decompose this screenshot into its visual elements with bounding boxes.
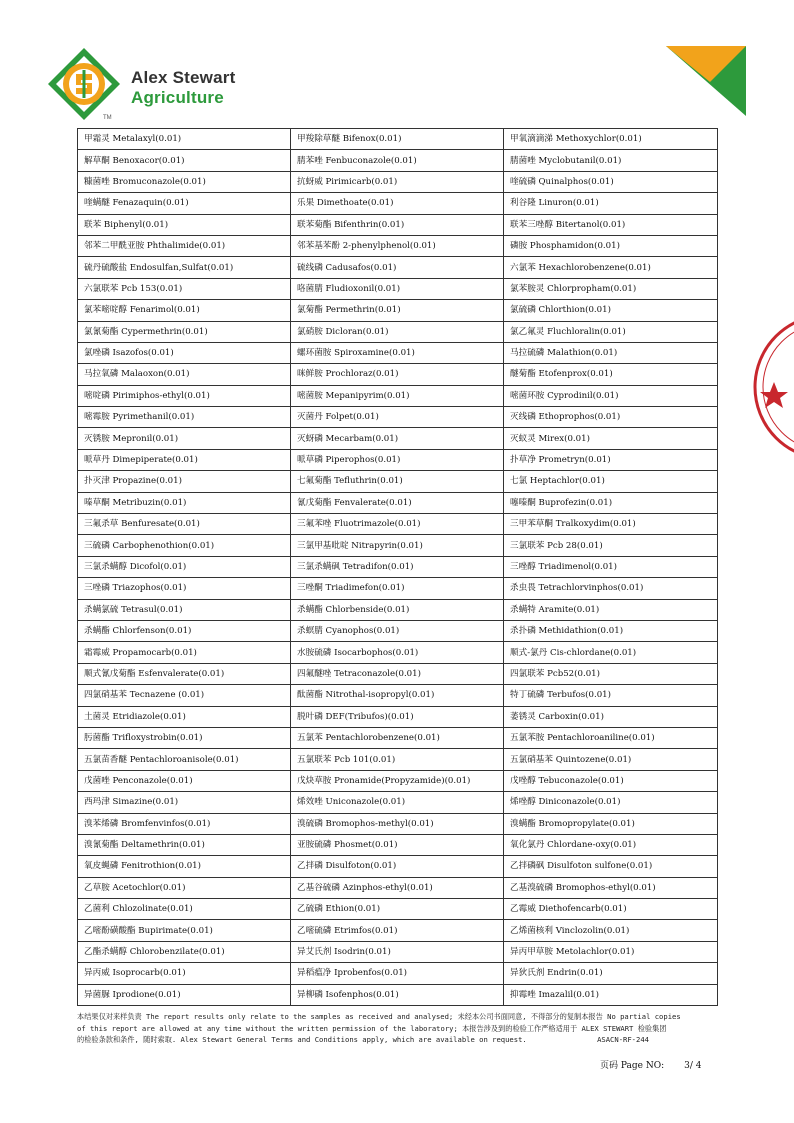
trademark-mark: TM: [103, 115, 112, 121]
analyte-cell: 扑灭津 Propazine(0.01): [78, 471, 291, 492]
analyte-cell: 六氯联苯 Pcb 153(0.01): [78, 278, 291, 299]
brand-name-line1: Alex Stewart: [131, 68, 236, 87]
table-row: [78, 278, 718, 299]
table-row: [78, 471, 718, 492]
analyte-cell: 萎锈灵 Carboxin(0.01): [504, 706, 718, 727]
table-row: [78, 235, 718, 256]
analyte-cell: 氧化氯丹 Chlordane-oxy(0.01): [504, 834, 718, 855]
analyte-cell: 氯硝胺 Dicloran(0.01): [291, 321, 504, 342]
table-row: [78, 920, 718, 941]
analyte-cell: 邻苯基苯酚 2-phenylphenol(0.01): [291, 235, 504, 256]
analyte-cell: 嗪草酮 Metribuzin(0.01): [78, 492, 291, 513]
analyte-cell: 嘧菌胺 Mepanipyrim(0.01): [291, 385, 504, 406]
analyte-cell: 三氟苯唑 Fluotrimazole(0.01): [291, 514, 504, 535]
analyte-cell: 氯氰菊酯 Cypermethrin(0.01): [78, 321, 291, 342]
analyte-cell: 脱叶磷 DEF(Tribufos)(0.01): [291, 706, 504, 727]
table-row: [78, 407, 718, 428]
analyte-cell: 灭锈胺 Mepronil(0.01): [78, 428, 291, 449]
pesticide-results-table: [77, 128, 718, 1006]
analyte-cell: 三氯联苯 Pcb 28(0.01): [504, 535, 718, 556]
analyte-cell: 五氯联苯 Pcb 101(0.01): [291, 749, 504, 770]
analyte-cell: 三氟杀草 Benfuresate(0.01): [78, 514, 291, 535]
analyte-cell: 四氟醚唑 Tetraconazole(0.01): [291, 663, 504, 684]
analyte-cell: 灭线磷 Ethoprophos(0.01): [504, 407, 718, 428]
analyte-cell: 解草酮 Benoxacor(0.01): [78, 150, 291, 171]
analyte-cell: 异稻瘟净 Iprobenfos(0.01): [291, 963, 504, 984]
analyte-cell: 氯菊酯 Permethrin(0.01): [291, 300, 504, 321]
analyte-cell: 甲霜灵 Metalaxyl(0.01): [78, 129, 291, 150]
analyte-cell: 氯苯嘧啶醇 Fenarimol(0.01): [78, 300, 291, 321]
page-number: 3/ 4: [684, 1061, 702, 1071]
analyte-cell: 五氯苯胺 Pentachloroaniline(0.01): [504, 727, 718, 748]
table-row: [78, 856, 718, 877]
table-row: [78, 150, 718, 171]
analyte-cell: 腈菌唑 Myclobutanil(0.01): [504, 150, 718, 171]
analyte-cell: 五氯苗香醚 Pentachloroanisole(0.01): [78, 749, 291, 770]
table-row: [78, 941, 718, 962]
analyte-cell: 异艾氏剂 Isodrin(0.01): [291, 941, 504, 962]
disclaimer-line: 本结果仅对来样负责 The report results only relate to the samples as received and analysed; 未经本公司书面同意, 不得部分的复制本报告 No partial copies: [77, 1012, 681, 1021]
table-row: [78, 300, 718, 321]
disclaimer-line: of this report are allowed at any time without the written permission of the laboratory; 本报告涉及到的检验工作严格适用于 ALEX STEWART 检验集团: [77, 1023, 667, 1033]
analyte-cell: 乙硫磷 Ethion(0.01): [291, 899, 504, 920]
analyte-cell: 异丙甲草胺 Metolachlor(0.01): [504, 941, 718, 962]
analyte-cell: 嘧菌环胺 Cyprodinil(0.01): [504, 385, 718, 406]
analyte-cell: 腈苯唑 Fenbuconazole(0.01): [291, 150, 504, 171]
table-row: [78, 514, 718, 535]
analyte-cell: 硫线磷 Cadusafos(0.01): [291, 257, 504, 278]
analyte-cell: 三唑酮 Triadimefon(0.01): [291, 578, 504, 599]
table-row: [78, 749, 718, 770]
table-row: [78, 642, 718, 663]
analyte-cell: 西玛津 Simazine(0.01): [78, 792, 291, 813]
analyte-cell: 扑草净 Prometryn(0.01): [504, 449, 718, 470]
analyte-cell: 氧皮蝇磷 Fenitrothion(0.01): [78, 856, 291, 877]
analyte-cell: 灭菌丹 Folpet(0.01): [291, 407, 504, 428]
analyte-cell: 戊炔草胺 Pronamide(Propyzamide)(0.01): [291, 770, 504, 791]
analyte-cell: 氯唑磷 Isazofos(0.01): [78, 342, 291, 363]
analyte-cell: 四氯联苯 Pcb52(0.01): [504, 663, 718, 684]
analyte-cell: 灭蚜磷 Mecarbam(0.01): [291, 428, 504, 449]
analyte-cell: 七氯 Heptachlor(0.01): [504, 471, 718, 492]
table-row: [78, 428, 718, 449]
form-code: ASACN-RF-244: [597, 1035, 649, 1045]
analyte-cell: 三氯甲基吡啶 Nitrapyrin(0.01): [291, 535, 504, 556]
analyte-cell: 甲羧除草醚 Bifenox(0.01): [291, 129, 504, 150]
analyte-cell: 噻嗪酮 Buprofezin(0.01): [504, 492, 718, 513]
analyte-cell: 杀螨氯硫 Tetrasul(0.01): [78, 599, 291, 620]
analyte-cell: 咯菌腈 Fludioxonil(0.01): [291, 278, 504, 299]
analyte-cell: 五氯苯 Pentachlorobenzene(0.01): [291, 727, 504, 748]
analyte-cell: 溴螨酯 Bromopropylate(0.01): [504, 813, 718, 834]
analyte-cell: 糠菌唑 Bromuconazole(0.01): [78, 171, 291, 192]
analyte-cell: 三硫磷 Carbophenothion(0.01): [78, 535, 291, 556]
analyte-cell: 乙嘧硫磷 Etrimfos(0.01): [291, 920, 504, 941]
table-row: [78, 834, 718, 855]
analyte-cell: 水胺硫磷 Isocarbophos(0.01): [291, 642, 504, 663]
analyte-cell: 三氯杀螨砜 Tetradifon(0.01): [291, 556, 504, 577]
analyte-cell: 乙酯杀螨醇 Chlorobenzilate(0.01): [78, 941, 291, 962]
table-row: [78, 578, 718, 599]
analyte-cell: 喹硫磷 Quinalphos(0.01): [504, 171, 718, 192]
analyte-cell: 顺式氰戊菊酯 Esfenvalerate(0.01): [78, 663, 291, 684]
analyte-cell: 马拉氧磷 Malaoxon(0.01): [78, 364, 291, 385]
table-row: [78, 963, 718, 984]
analyte-cell: 乙嘧酚磺酸酯 Bupirimate(0.01): [78, 920, 291, 941]
analyte-cell: 磷胺 Phosphamidon(0.01): [504, 235, 718, 256]
table-row: [78, 364, 718, 385]
analyte-cell: 乙拌磷砜 Disulfoton sulfone(0.01): [504, 856, 718, 877]
analyte-cell: 三甲苯草酮 Tralkoxydim(0.01): [504, 514, 718, 535]
analyte-cell: 杀虫畏 Tetrachlorvinphos(0.01): [504, 578, 718, 599]
table-row: [78, 770, 718, 791]
analyte-cell: 甲氧滴滴涕 Methoxychlor(0.01): [504, 129, 718, 150]
analyte-cell: 联苯 Biphenyl(0.01): [78, 214, 291, 235]
analyte-cell: 嘧啶磷 Pirimiphos-ethyl(0.01): [78, 385, 291, 406]
analyte-cell: 异狄氏剂 Endrin(0.01): [504, 963, 718, 984]
analyte-cell: 抑霉唑 Imazalil(0.01): [504, 984, 718, 1005]
analyte-cell: 三唑醇 Triadimenol(0.01): [504, 556, 718, 577]
analyte-cell: 联苯三唑醇 Bitertanol(0.01): [504, 214, 718, 235]
table-row: [78, 727, 718, 748]
brand-name-line2: Agriculture: [131, 88, 224, 107]
analyte-cell: 五氯硝基苯 Quintozene(0.01): [504, 749, 718, 770]
analyte-cell: 杀扑磷 Methidathion(0.01): [504, 620, 718, 641]
analyte-cell: 醚菊酯 Etofenprox(0.01): [504, 364, 718, 385]
table-row: [78, 706, 718, 727]
table-row: [78, 321, 718, 342]
analyte-cell: 杀螨酯 Chlorfenson(0.01): [78, 620, 291, 641]
analyte-cell: 三氯杀螨醇 Dicofol(0.01): [78, 556, 291, 577]
table-row: [78, 385, 718, 406]
table-row: [78, 685, 718, 706]
table-row: [78, 492, 718, 513]
analyte-cell: 异柳磷 Isofenphos(0.01): [291, 984, 504, 1005]
table-row: [78, 877, 718, 898]
table-row: [78, 257, 718, 278]
analyte-cell: 烯唑醇 Diniconazole(0.01): [504, 792, 718, 813]
table-row: [78, 813, 718, 834]
analyte-cell: 氰戊菊酯 Fenvalerate(0.01): [291, 492, 504, 513]
analyte-cell: 土菌灵 Etridiazole(0.01): [78, 706, 291, 727]
analyte-cell: 溴苯烯磷 Bromfenvinfos(0.01): [78, 813, 291, 834]
page-number-indicator: [600, 1058, 701, 1071]
analyte-cell: 乙草胺 Acetochlor(0.01): [78, 877, 291, 898]
analyte-cell: 杀螨特 Aramite(0.01): [504, 599, 718, 620]
analyte-cell: 戊菌唑 Penconazole(0.01): [78, 770, 291, 791]
analyte-cell: 喹螨醚 Fenazaquin(0.01): [78, 193, 291, 214]
table-row: [78, 984, 718, 1005]
analyte-cell: 戊唑醇 Tebuconazole(0.01): [504, 770, 718, 791]
analyte-cell: 嘧霉胺 Pyrimethanil(0.01): [78, 407, 291, 428]
analyte-cell: 顺式-氯丹 Cis-chlordane(0.01): [504, 642, 718, 663]
table-row: [78, 620, 718, 641]
analyte-cell: 四氯硝基苯 Tecnazene (0.01): [78, 685, 291, 706]
analyte-cell: 氯苯胺灵 Chlorpropham(0.01): [504, 278, 718, 299]
table-row: [78, 663, 718, 684]
analyte-cell: 肟菌酯 Trifloxystrobin(0.01): [78, 727, 291, 748]
analyte-cell: 马拉硫磷 Malathion(0.01): [504, 342, 718, 363]
analyte-cell: 哌草丹 Dimepiperate(0.01): [78, 449, 291, 470]
table-row: [78, 792, 718, 813]
analyte-cell: 溴硫磷 Bromophos-methyl(0.01): [291, 813, 504, 834]
analyte-cell: 乙基溴硫磷 Bromophos-ethyl(0.01): [504, 877, 718, 898]
analyte-cell: 霜霉威 Propamocarb(0.01): [78, 642, 291, 663]
analyte-cell: 氯乙氟灵 Fluchloralin(0.01): [504, 321, 718, 342]
analyte-cell: 利谷隆 Linuron(0.01): [504, 193, 718, 214]
table-row: [78, 193, 718, 214]
analyte-cell: 亚胺硫磷 Phosmet(0.01): [291, 834, 504, 855]
analyte-cell: 乙拌磷 Disulfoton(0.01): [291, 856, 504, 877]
corner-triangle-decoration: [666, 46, 746, 116]
analyte-cell: 三唑磷 Triazophos(0.01): [78, 578, 291, 599]
analyte-cell: 联苯菊酯 Bifenthrin(0.01): [291, 214, 504, 235]
analyte-cell: 硫丹硫酸盐 Endosulfan,Sulfat(0.01): [78, 257, 291, 278]
analyte-cell: 烯效唑 Uniconazole(0.01): [291, 792, 504, 813]
table-row: [78, 535, 718, 556]
analyte-cell: 乙烯菌核利 Vinclozolin(0.01): [504, 920, 718, 941]
table-row: [78, 599, 718, 620]
analyte-cell: 哌草磷 Piperophos(0.01): [291, 449, 504, 470]
analyte-cell: 咪鲜胺 Prochloraz(0.01): [291, 364, 504, 385]
table-row: [78, 899, 718, 920]
analyte-cell: 抗蚜威 Pirimicarb(0.01): [291, 171, 504, 192]
analyte-cell: 酞菌酯 Nitrothal-isopropyl(0.01): [291, 685, 504, 706]
analyte-cell: 杀螟腈 Cyanophos(0.01): [291, 620, 504, 641]
table-row: [78, 342, 718, 363]
report-disclaimer: [77, 1011, 717, 1046]
analyte-cell: 六氯苯 Hexachlorobenzene(0.01): [504, 257, 718, 278]
table-row: [78, 556, 718, 577]
analyte-cell: 灭蚁灵 Mirex(0.01): [504, 428, 718, 449]
analyte-cell: 异丙威 Isoprocarb(0.01): [78, 963, 291, 984]
table-row: [78, 449, 718, 470]
analyte-cell: 乐果 Dimethoate(0.01): [291, 193, 504, 214]
analyte-cell: 乙菌利 Chlozolinate(0.01): [78, 899, 291, 920]
analyte-cell: 异菌脲 Iprodione(0.01): [78, 984, 291, 1005]
analyte-cell: 七氟菊酯 Tefluthrin(0.01): [291, 471, 504, 492]
table-row: [78, 129, 718, 150]
disclaimer-line: 的检验条款和条件, 随时索取. Alex Stewart General Terms and Conditions apply, which are available on request.: [77, 1035, 527, 1045]
analyte-cell: 溴氰菊酯 Deltamethrin(0.01): [78, 834, 291, 855]
analyte-cell: 氯硫磷 Chlorthion(0.01): [504, 300, 718, 321]
analyte-cell: 特丁硫磷 Terbufos(0.01): [504, 685, 718, 706]
analyte-cell: 杀螨酯 Chlorbenside(0.01): [291, 599, 504, 620]
analyte-cell: 乙基谷硫磷 Azinphos-ethyl(0.01): [291, 877, 504, 898]
analyte-cell: 邻苯二甲酰亚胺 Phthalimide(0.01): [78, 235, 291, 256]
table-row: [78, 171, 718, 192]
page-label: 页码 Page NO:: [600, 1061, 665, 1071]
table-row: [78, 214, 718, 235]
analyte-cell: 乙霉威 Diethofencarb(0.01): [504, 899, 718, 920]
company-seal-stamp: [752, 312, 794, 462]
analyte-cell: 螺环菌胺 Spiroxamine(0.01): [291, 342, 504, 363]
